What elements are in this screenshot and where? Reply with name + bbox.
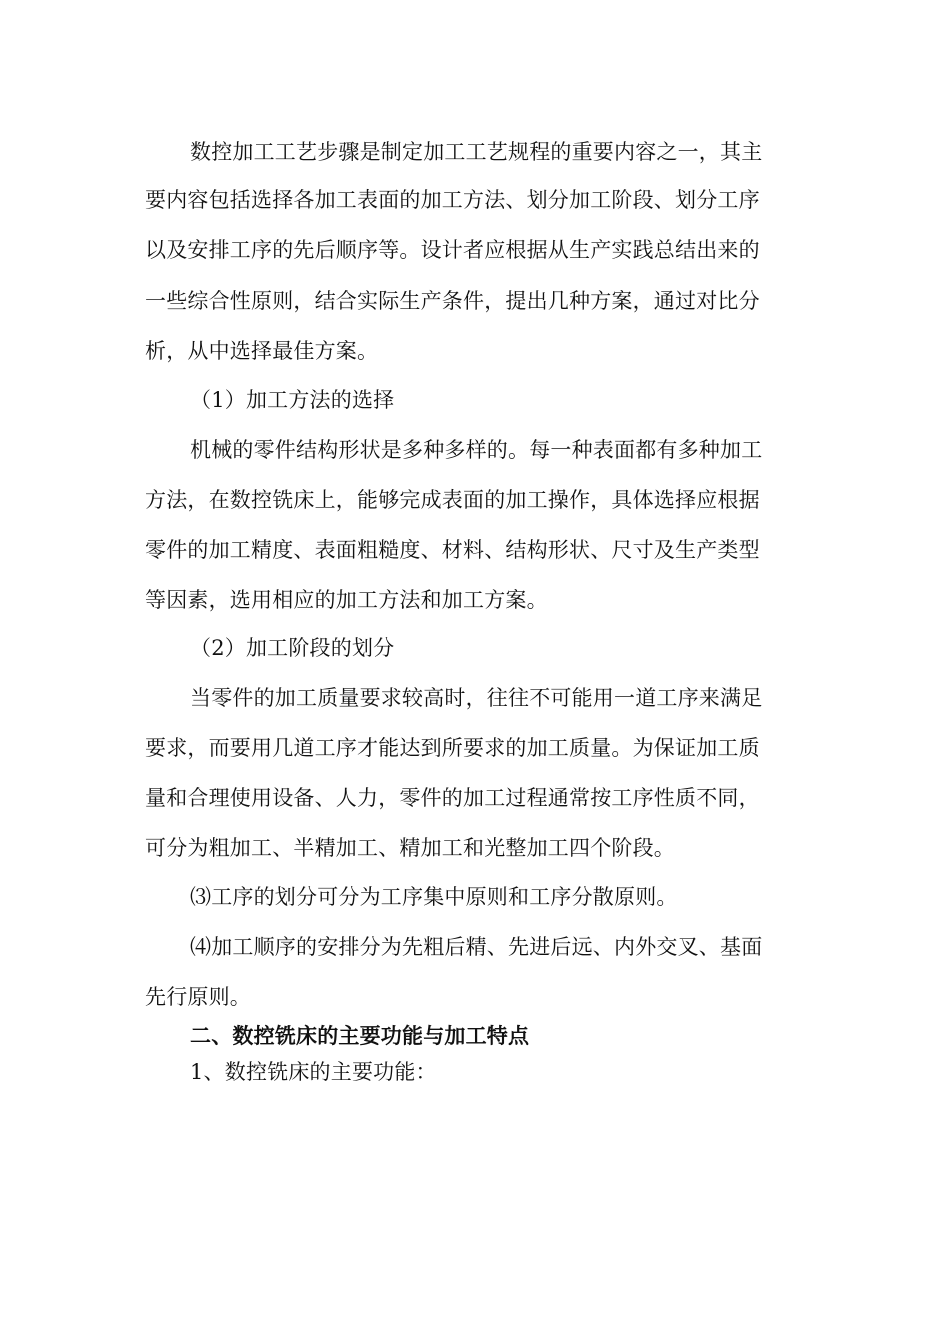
list-item-heading: （2）加工阶段的划分 <box>190 636 395 660</box>
paragraph-line: 方法，在数控铣床上，能够完成表面的加工操作，具体选择应根据 <box>145 488 760 512</box>
paragraph-line: 以及安排工序的先后顺序等。设计者应根据从生产实践总结出来的 <box>145 238 760 262</box>
subsection-heading: 1、数控铣床的主要功能： <box>190 1060 437 1084</box>
paragraph-line: 先行原则。 <box>145 985 251 1009</box>
paragraph-line: ⑶工序的划分可分为工序集中原则和工序分散原则。 <box>190 885 678 909</box>
paragraph-line: 数控加工工艺步骤是制定加工工艺规程的重要内容之一，其主 <box>190 140 763 164</box>
section-heading: 二、数控铣床的主要功能与加工特点 <box>190 1023 530 1048</box>
list-item-heading: （1）加工方法的选择 <box>190 388 395 412</box>
paragraph-line: 机械的零件结构形状是多种多样的。每一种表面都有多种加工 <box>190 438 763 462</box>
paragraph-line: 可分为粗加工、半精加工、精加工和光整加工四个阶段。 <box>145 836 675 860</box>
paragraph-line: 要求，而要用几道工序才能达到所要求的加工质量。为保证加工质 <box>145 736 760 760</box>
paragraph-line: 零件的加工精度、表面粗糙度、材料、结构形状、尺寸及生产类型 <box>145 538 760 562</box>
paragraph-line: 量和合理使用设备、人力，零件的加工过程通常按工序性质不同， <box>145 786 760 810</box>
paragraph-line: 析，从中选择最佳方案。 <box>145 339 379 363</box>
paragraph-line: ⑷加工顺序的安排分为先粗后精、先进后远、内外交叉、基面 <box>190 935 763 959</box>
paragraph-line: 要内容包括选择各加工表面的加工方法、划分加工阶段、划分工序 <box>145 188 760 212</box>
paragraph-line: 一些综合性原则，结合实际生产条件，提出几种方案，通过对比分 <box>145 289 760 313</box>
paragraph-line: 等因素，选用相应的加工方法和加工方案。 <box>145 588 548 612</box>
paragraph-line: 当零件的加工质量要求较高时，往往不可能用一道工序来满足 <box>190 686 763 710</box>
